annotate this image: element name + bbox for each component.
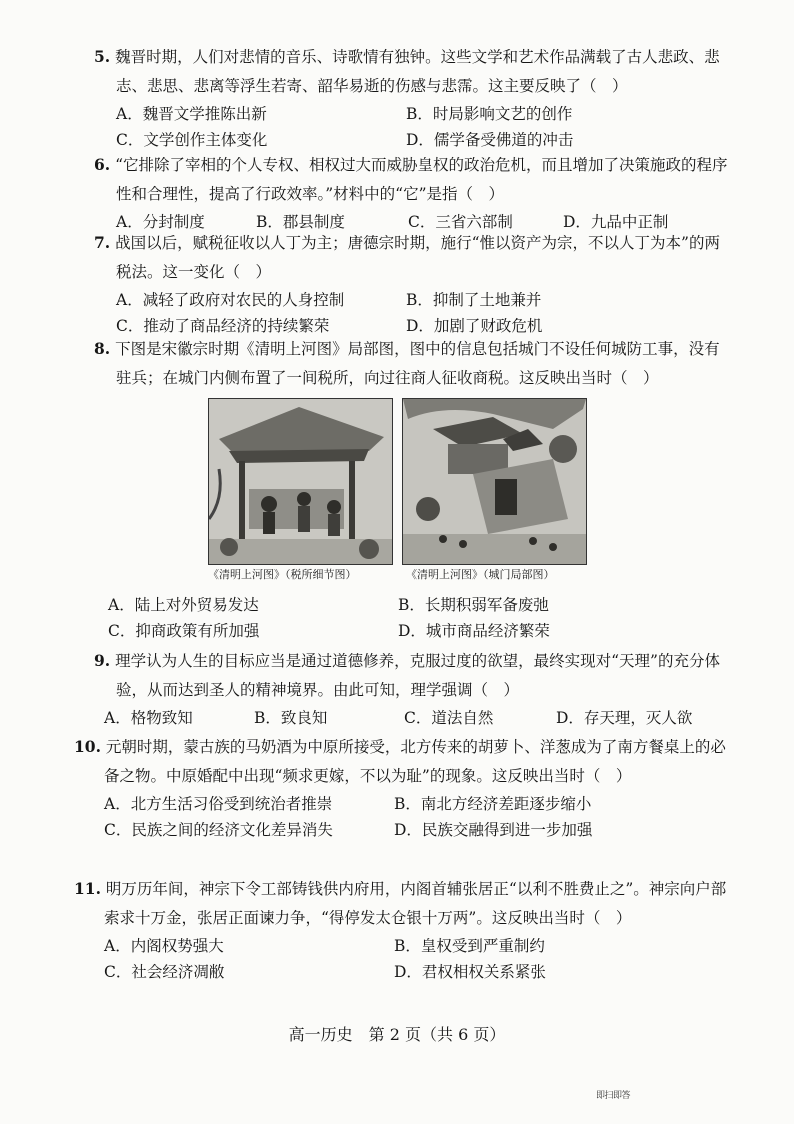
options — [0, 287, 794, 339]
question-9 — [0, 646, 794, 731]
question-number: 9. — [94, 651, 111, 670]
question-stem — [0, 150, 794, 209]
question-5 — [0, 42, 794, 153]
option-c[interactable]: C．推动了商品经济的持续繁荣 — [116, 317, 330, 335]
question-stem — [0, 334, 794, 393]
stem-text: 魏晋时期，人们对悲情的音乐、诗歌情有独钟。这些文学和艺术作品满载了古人悲政、悲志、悲思、悲离等浮生若寄、韶华易逝的伤感与悲霈。这主要反映了（ ） — [115, 48, 720, 95]
option-b[interactable]: B．南北方经济差距逐步缩小 — [394, 795, 592, 813]
stem-text: 理学认为人生的目标应当是通过道德修养，克服过度的欲望，最终实现对“天理”的充分体验，从而达到圣人的精神境界。由此可知，理学强调（ ） — [115, 652, 720, 699]
question-6 — [0, 150, 794, 235]
question-8 — [0, 334, 794, 393]
stem-text: 下图是宋徽宗时期《清明上河图》局部图，图中的信息包括城门不设任何城防工事，没有驻兵；在城门内侧布置了一间税所，向过往商人征收商税。这反映出当时（ ） — [115, 340, 720, 387]
option-a[interactable]: A．北方生活习俗受到统治者推崇 — [104, 795, 333, 813]
question-number: 11. — [74, 879, 101, 898]
figure-caption-right: 《清明上河图》（城门局部图） — [406, 568, 555, 581]
figure-caption-left: 《清明上河图》（税所细节图） — [208, 568, 357, 581]
question-11 — [0, 874, 794, 985]
question-stem — [0, 228, 794, 287]
stem-text: “它排除了宰相的个人专权、相权过大而威胁皇权的政治危机，而且增加了决策施政的程序性和合理性，提高了行政效率。”材料中的“它”是指（ ） — [115, 156, 728, 203]
option-a[interactable]: A．分封制度 — [116, 213, 205, 231]
stem-text: 明万历年间，神宗下令工部铸钱供内府用，内阁首辅张居正“以利不胜费止之”。神宗向户部索求十万金，张居正面谏力争，“得停发太仓银十万两”。这反映出当时（ ） — [104, 880, 727, 927]
options — [0, 592, 794, 644]
stem-text: 战国以后，赋税征收以人丁为主；唐德宗时期，施行“惟以资产为宗，不以人丁为本”的两税法。这一变化（ ） — [115, 234, 720, 281]
options — [0, 705, 794, 731]
tax-office-illustration — [209, 399, 392, 564]
options — [0, 933, 794, 985]
option-d[interactable]: D．民族交融得到进一步加强 — [394, 821, 593, 839]
question-8-options — [0, 592, 794, 644]
option-d[interactable]: D．城市商品经济繁荣 — [398, 622, 550, 640]
option-a[interactable]: A．魏晋文学推陈出新 — [116, 105, 267, 123]
question-stem — [0, 42, 794, 101]
figure-row — [208, 398, 588, 588]
option-b[interactable]: B．时局影响文艺的创作 — [406, 105, 573, 123]
option-c[interactable]: C．社会经济凋敝 — [104, 963, 225, 981]
option-d[interactable]: D．儒学备受佛道的冲击 — [406, 131, 574, 149]
stem-text: 元朝时期，蒙古族的马奶酒为中原所接受，北方传来的胡萝卜、洋葱成为了南方餐桌上的必备之物。中原婚配中出现“频求更嫁，不以为耻”的现象。这反映出当时（ ） — [104, 738, 726, 785]
option-c[interactable]: C．三省六部制 — [408, 213, 513, 231]
question-7 — [0, 228, 794, 339]
option-c[interactable]: C．文学创作主体变化 — [116, 131, 268, 149]
question-10 — [0, 732, 794, 843]
question-stem — [0, 646, 794, 705]
option-a[interactable]: A．陆上对外贸易发达 — [108, 596, 259, 614]
option-b[interactable]: B．皇权受到严重制约 — [394, 937, 545, 955]
page-footer: 高一历史 第 2 页（共 6 页） — [288, 1025, 506, 1044]
question-stem — [0, 732, 794, 791]
option-d[interactable]: D．君权相权关系紧张 — [394, 963, 546, 981]
option-a[interactable]: A．内阁权势强大 — [104, 937, 224, 955]
question-number: 6. — [94, 155, 111, 174]
question-number: 10. — [74, 737, 101, 756]
question-stem — [0, 874, 794, 933]
tax-office-painting — [208, 398, 393, 565]
option-b[interactable]: B．致良知 — [254, 709, 328, 727]
option-c[interactable]: C．民族之间的经济文化差异消失 — [104, 821, 333, 839]
city-gate-painting — [402, 398, 587, 565]
option-d[interactable]: D．存天理，灭人欲 — [556, 709, 693, 727]
question-number: 5. — [94, 47, 111, 66]
options — [0, 101, 794, 153]
question-number: 8. — [94, 339, 111, 358]
option-a[interactable]: A．减轻了政府对农民的人身控制 — [116, 291, 345, 309]
option-b[interactable]: B．郡县制度 — [256, 213, 345, 231]
options — [0, 791, 794, 843]
question-number: 7. — [94, 233, 111, 252]
city-gate-illustration — [403, 399, 586, 564]
option-d[interactable]: D．九品中正制 — [563, 213, 669, 231]
option-a[interactable]: A．格物致知 — [104, 709, 193, 727]
corner-mark: 即扫即答 — [596, 1091, 631, 1101]
option-b[interactable]: B．抑制了土地兼并 — [406, 291, 542, 309]
option-c[interactable]: C．道法自然 — [404, 709, 494, 727]
option-c[interactable]: C．抑商政策有所加强 — [108, 622, 260, 640]
option-d[interactable]: D．加剧了财政危机 — [406, 317, 543, 335]
option-b[interactable]: B．长期积弱军备废弛 — [398, 596, 549, 614]
